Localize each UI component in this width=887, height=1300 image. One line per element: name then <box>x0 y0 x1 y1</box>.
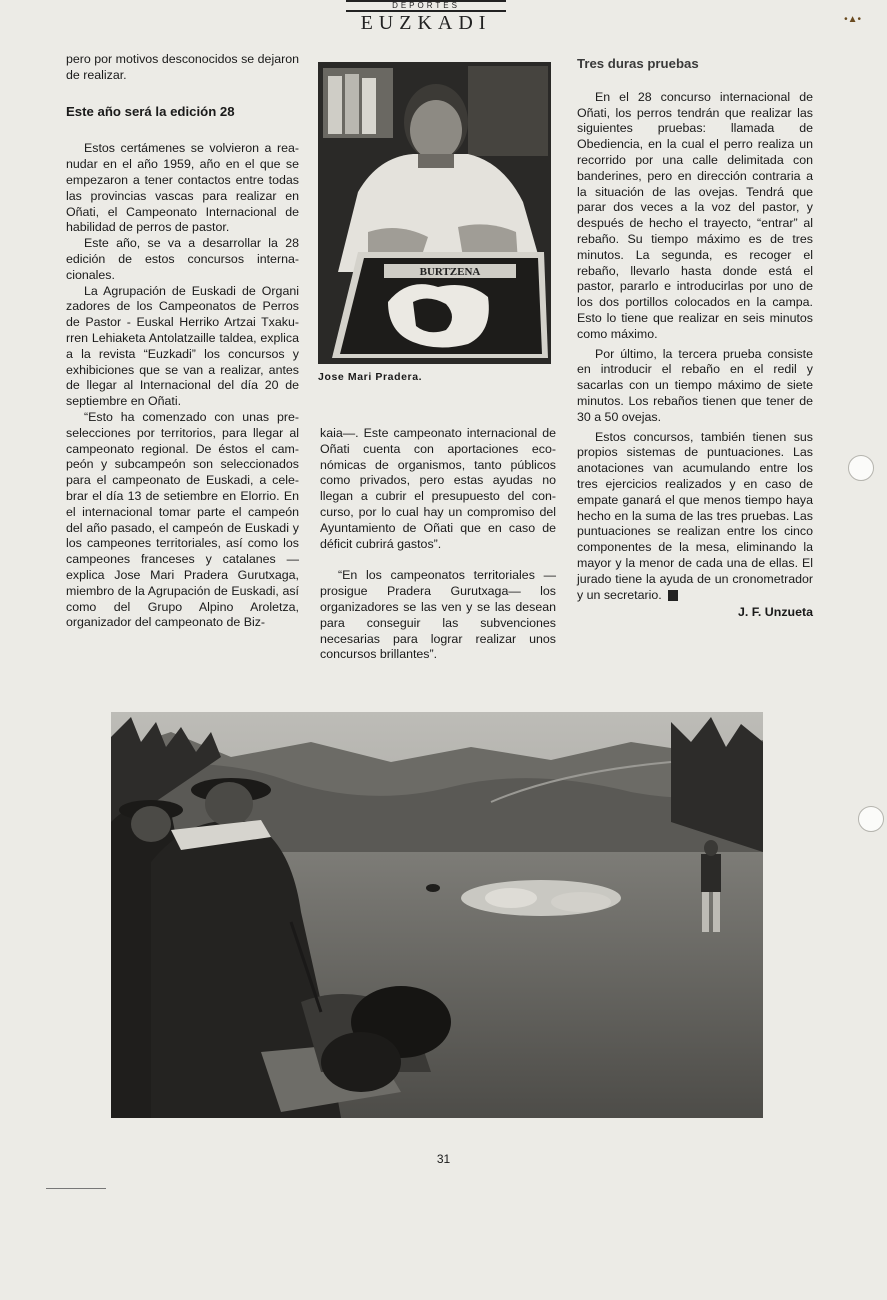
bottom-rule <box>46 1188 106 1189</box>
photo-caption: Jose Mari Pradera. <box>318 371 423 383</box>
page-number: 31 <box>436 1152 451 1166</box>
article-column-2 <box>320 426 556 663</box>
author-signature: J. F. Unzueta <box>737 605 813 620</box>
paragraph-text: Estos concursos, también tienen sus propios sistemas de puntuaciones. Las anotaciones van acumulando entre los tres ejercicios realizados y en caso de empate ganará el que menos tiempo haya hecho en la suma de las tres pruebas. Las puntuaciones se realizan entre los cinco componentes de la mesa, eliminando la mayor y la menor de cada una de ellas. El jurado tiene la ayuda de un cronometrador y un secretario. <box>577 429 813 602</box>
paragraph: Por último, la tercera prueba consiste en introducir el rebaño en el redil y sacarlas con un tiempo máximo de siete minutos. Los rebaños tienen que tener de 30 a 50 ovejas. <box>577 346 813 424</box>
poster-title: BURTZENA <box>419 266 481 278</box>
section-heading-trials: Tres duras pruebas <box>577 56 699 71</box>
masthead-title: EUZKADI <box>360 12 492 34</box>
paragraph: kaia—. Este campeonato internacional de Oñati cuenta con aportaciones económicas de organismos, tanto públicos como privados, pero estas ayudas no llegan a cubrir el presupuesto del concurso, por lo cual hay un compromiso del Ayuntamiento de Oñati que en caso de déficit cubrirá gastos”. <box>320 426 556 551</box>
binder-hole <box>858 806 884 832</box>
paragraph: “Esto ha comenzado con unas preselecciones por territorios, para llegar al campeonato regional. De éstos el campeón y subcampeón son seleccionados para el campeonato de Euskadi, a celebrar el día 13 de setiembre en Elorrio. En el internacional tomar parte el campeón del año pasado, el campeón de Euskadi y los campeones territoriales, así como los campeones franceses y catalanes —explica Jose Mari Pradera Gurutxaga, miembro de la Agrupación de Euskadi, así como del Grupo Alpino Aroletza, organizador del campeonato de Biz- <box>66 409 299 630</box>
masthead-section: DEPORTES <box>346 0 506 12</box>
paragraph: “En los campeonatos territoriales —prosigue Pradera Gurutxaga— los organizadores se las ven y se las desean para conseguir las subvenciones necesarias para lograr realizar unos concursos brillantes”. <box>320 568 556 662</box>
portrait-photo <box>318 62 551 364</box>
shepherds-photo-image <box>111 712 763 1118</box>
paragraph <box>577 430 813 604</box>
article-column-1 <box>66 52 299 631</box>
paragraph: Este año, se va a desarrollar la 28 edición de estos concursos internacionales. <box>66 236 299 282</box>
paragraph-intro: pero por motivos desconocidos se dejaron de realizar. <box>66 52 299 82</box>
paragraph: Estos certámenes se volvieron a reanudar en el año 1959, año en el que se empezaron a tener contactos entre todas las provincias vascas para realizar en Oñati, el Campeonato Internacional de habilidad de perros de pastor. <box>66 141 299 235</box>
binder-hole <box>848 455 874 481</box>
shepherds-photo <box>111 712 763 1118</box>
section-heading-edition: Este año será la edición 28 <box>66 103 235 119</box>
portrait-photo-image <box>318 62 551 364</box>
masthead <box>346 0 506 34</box>
paragraph: En el 28 concurso internacional de Oñati, los perros tendrán que realizar las siguientes pruebas: llamada de Obediencia, en la cual el perro realiza un recorrido por una calle delimitada con banderines, pero en dirección contraria a la situación de las ovejas. Tendrá que parar dos veces a la voz del pastor, y después de hecho el trayecto, “entrar” al rebaño. Su tiempo máximo es de tres minutos. La segunda, es recoger el rebaño, llevarlo hasta donde está el pastor, pararlo e introducirlas por uno de los dos portillos colocados en la campa. Esto lo tiene que realizar en seis minutos como máximo. <box>577 89 813 341</box>
article-column-3 <box>577 56 813 621</box>
ink-smudge: •▲• <box>844 14 861 25</box>
paragraph: La Agrupación de Euskadi de Organi zadores de los Campeonatos de Perros de Pastor - Euskal Herriko Artzai Txakurren Lehiaketa Antolatzaille taldea, explica a la revista “Euzkadi” los concursos y exhibiciones que se van a realizar, antes de llegar al Internacional del día 20 de septiembre en Oñati. <box>66 283 299 409</box>
end-mark-icon: E <box>668 590 678 601</box>
